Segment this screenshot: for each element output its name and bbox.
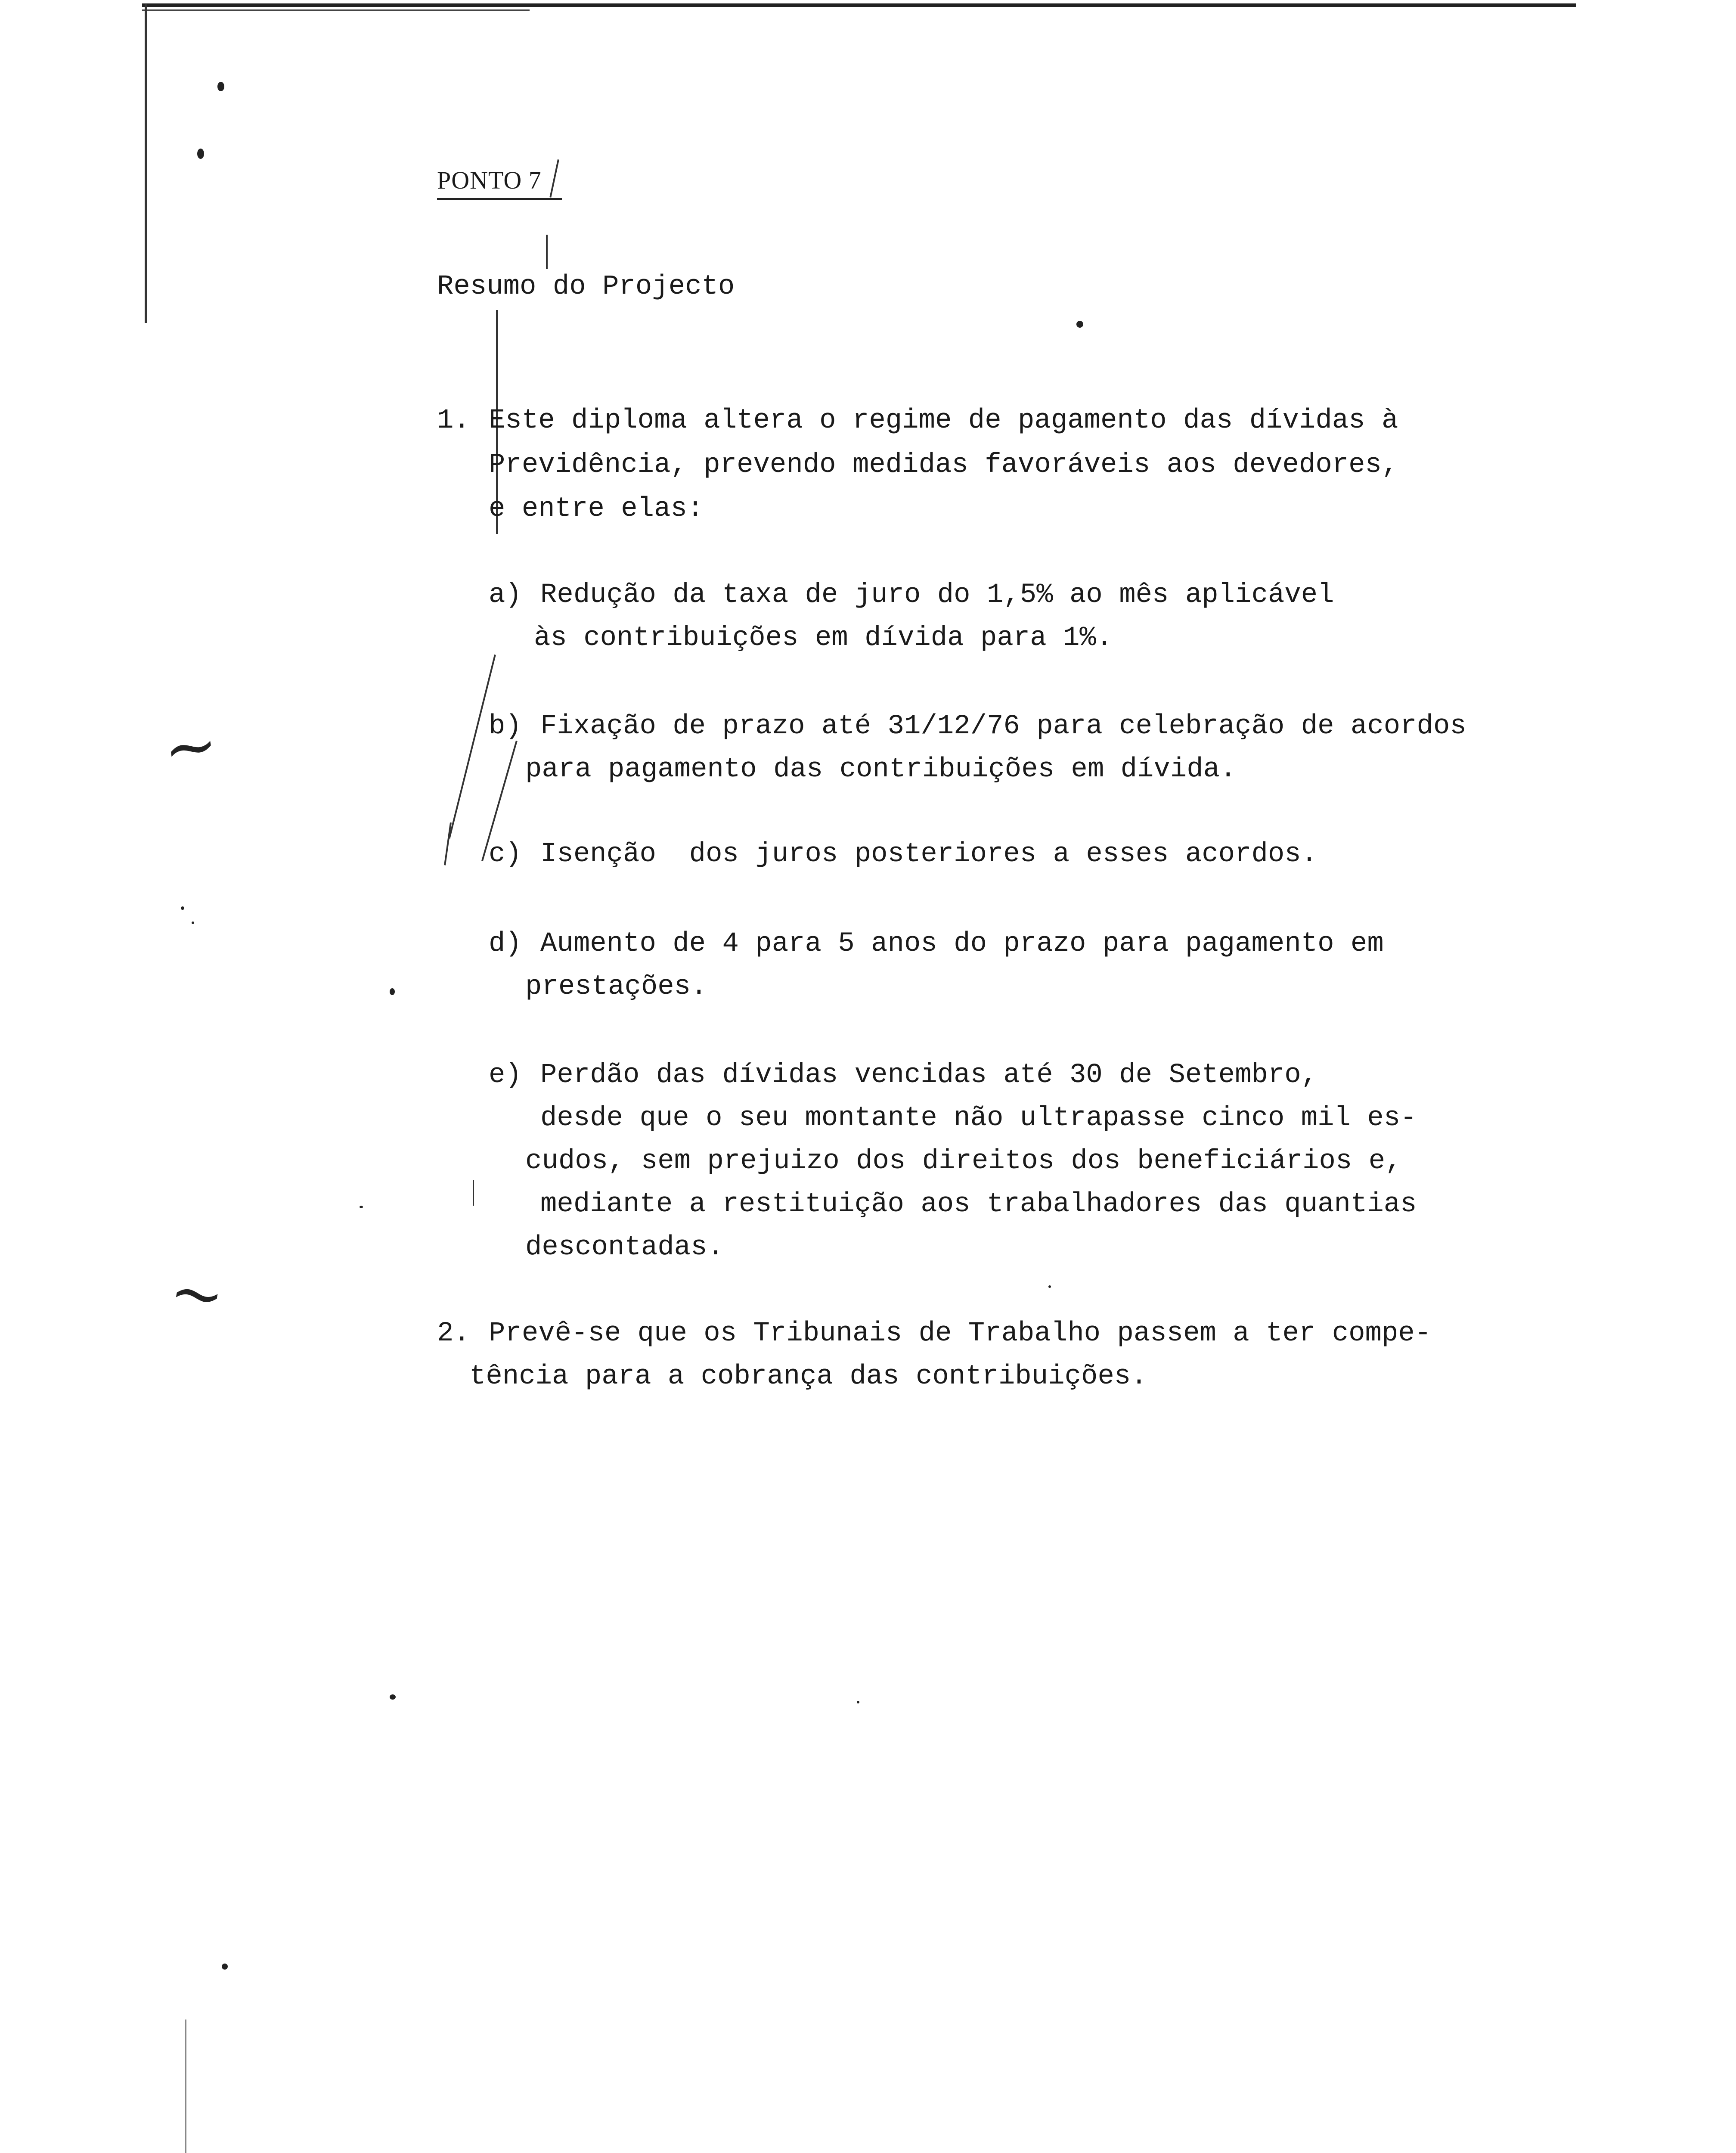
sub-item-text-line: prestações. <box>525 971 707 1002</box>
sub-item-letter: a) <box>489 580 522 611</box>
ink-speck <box>390 1694 396 1700</box>
item-text-line: Este diploma altera o regime de pagamento das dívidas à <box>489 405 1398 436</box>
margin-scribble-icon: ~ <box>164 1252 230 1336</box>
sub-item-text-line: Fixação de prazo até 31/12/76 para celebração de acordos <box>540 711 1466 742</box>
ink-speck <box>360 1206 363 1208</box>
sub-item-letter: c) <box>489 839 522 870</box>
section-subtitle: Resumo do Projecto <box>437 271 735 302</box>
ink-speck <box>197 149 204 159</box>
sub-item-text-line: Isenção dos juros posteriores a esses acordos. <box>540 839 1318 870</box>
sub-item-text-line: para pagamento das contribuições em dívida. <box>525 754 1237 785</box>
ink-speck <box>390 988 395 995</box>
pen-stroke <box>473 1180 474 1206</box>
sub-item-letter: e) <box>489 1060 522 1091</box>
sub-item-text-line: Perdão das dívidas vencidas até 30 de Setembro, <box>540 1060 1318 1091</box>
title-underline <box>437 198 562 200</box>
item-number: 1. <box>437 405 470 436</box>
item-text-line: tência para a cobrança das contribuições. <box>469 1361 1147 1392</box>
sub-item-letter: d) <box>489 928 522 959</box>
pen-stroke <box>449 655 496 839</box>
top-border-line-secondary <box>142 9 530 11</box>
ink-speck <box>222 1964 228 1970</box>
ink-speck <box>181 906 184 910</box>
sub-item-text-line: Redução da taxa de juro do 1,5% ao mês aplicável <box>540 580 1334 611</box>
sub-item-text-line: desde que o seu montante não ultrapasse cinco mil es- <box>540 1103 1417 1134</box>
sub-item-text-line: às contribuições em dívida para 1%. <box>534 623 1113 654</box>
ink-speck <box>1076 321 1083 328</box>
top-border-line <box>142 3 1576 7</box>
item-text-line: e entre elas: <box>489 493 704 524</box>
sub-item-text-line: Aumento de 4 para 5 anos do prazo para pagamento em <box>540 928 1384 959</box>
ink-speck <box>857 1701 859 1703</box>
sub-item-letter: b) <box>489 711 522 742</box>
item-text-line: Previdência, prevendo medidas favoráveis aos devedores, <box>489 450 1398 481</box>
left-border-line <box>145 4 147 323</box>
sub-item-text-line: cudos, sem prejuizo dos direitos dos beneficiários e, <box>525 1146 1402 1177</box>
margin-scribble-icon: ~ <box>158 706 223 788</box>
pen-stroke <box>549 159 559 198</box>
sub-item-text-line: descontadas. <box>525 1232 724 1263</box>
ink-speck <box>217 82 224 91</box>
page-title: PONTO 7 <box>437 166 542 194</box>
item-text-line: Prevê-se que os Tribunais de Trabalho passem a ter compe- <box>489 1318 1432 1349</box>
sub-item-text-line: mediante a restituição aos trabalhadores das quantias <box>540 1189 1417 1220</box>
item-number: 2. <box>437 1318 470 1349</box>
ink-speck <box>1048 1285 1051 1288</box>
ink-speck <box>192 921 194 924</box>
pen-stroke <box>546 235 548 269</box>
left-margin-line <box>185 2020 186 2153</box>
pen-stroke <box>444 822 452 866</box>
